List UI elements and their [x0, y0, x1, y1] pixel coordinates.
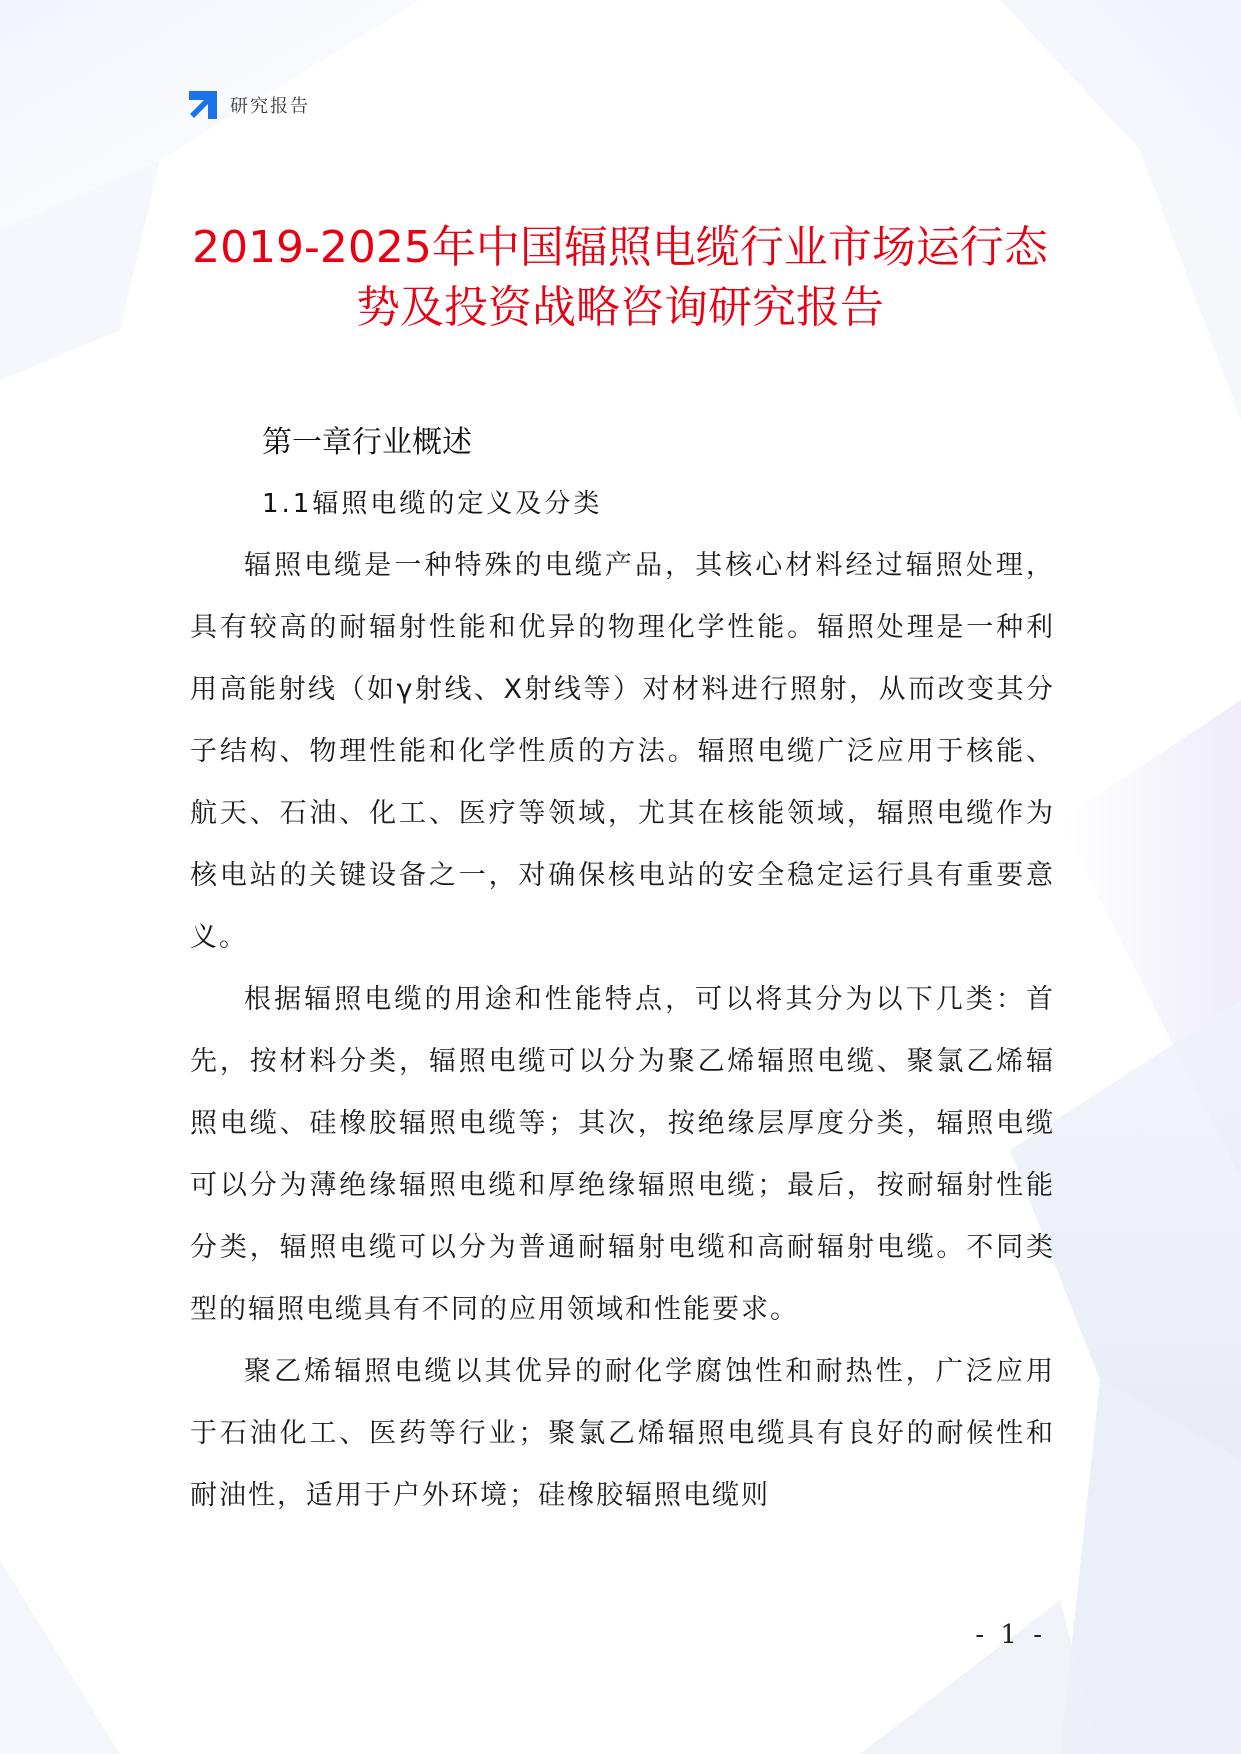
report-title — [150, 218, 1090, 338]
title-line-1: 2019-2025年中国辐照电缆行业市场运行态 — [192, 222, 1048, 273]
body-paragraph: 辐照电缆是一种特殊的电缆产品，其核心材料经过辐照处理，具有较高的耐辐射性能和优异的物理化学性能。辐照处理是一种利用高能射线（如γ射线、X射线等）对材料进行照射，从而改变其分子结构、物理性能和化学性质的方法。辐照电缆广泛应用于核能、航天、石油、化工、医疗等领域，尤其在核能领域，辐照电缆作为核电站的关键设备之一，对确保核电站的安全稳定运行具有重要意义。 — [190, 550, 1055, 953]
section-heading: 1.1辐照电缆的定义及分类 — [262, 489, 603, 519]
title-line-2: 势及投资战略咨询研究报告 — [356, 282, 884, 333]
body-paragraph: 根据辐照电缆的用途和性能特点，可以将其分为以下几类：首先，按材料分类，辐照电缆可以分为聚乙烯辐照电缆、聚氯乙烯辐照电缆、硅橡胶辐照电缆等；其次，按绝缘层厚度分类，辐照电缆可以分为薄绝缘辐照电缆和厚绝缘辐照电缆；最后，按耐辐射性能分类，辐照电缆可以分为普通耐辐射电缆和高耐辐射电缆。不同类型的辐照电缆具有不同的应用领域和性能要求。 — [190, 984, 1055, 1325]
chapter-heading: 第一章行业概述 — [262, 425, 472, 460]
header-label: 研究报告 — [230, 96, 310, 117]
report-header — [186, 88, 310, 122]
arrow-up-right-icon — [186, 88, 220, 122]
document-body — [190, 413, 1055, 1527]
body-paragraph: 聚乙烯辐照电缆以其优异的耐化学腐蚀性和耐热性，广泛应用于石油化工、医药等行业；聚氯乙烯辐照电缆具有良好的耐候性和耐油性，适用于户外环境；硅橡胶辐照电缆则 — [190, 1356, 1055, 1511]
page-number: - 1 - — [975, 1620, 1046, 1650]
